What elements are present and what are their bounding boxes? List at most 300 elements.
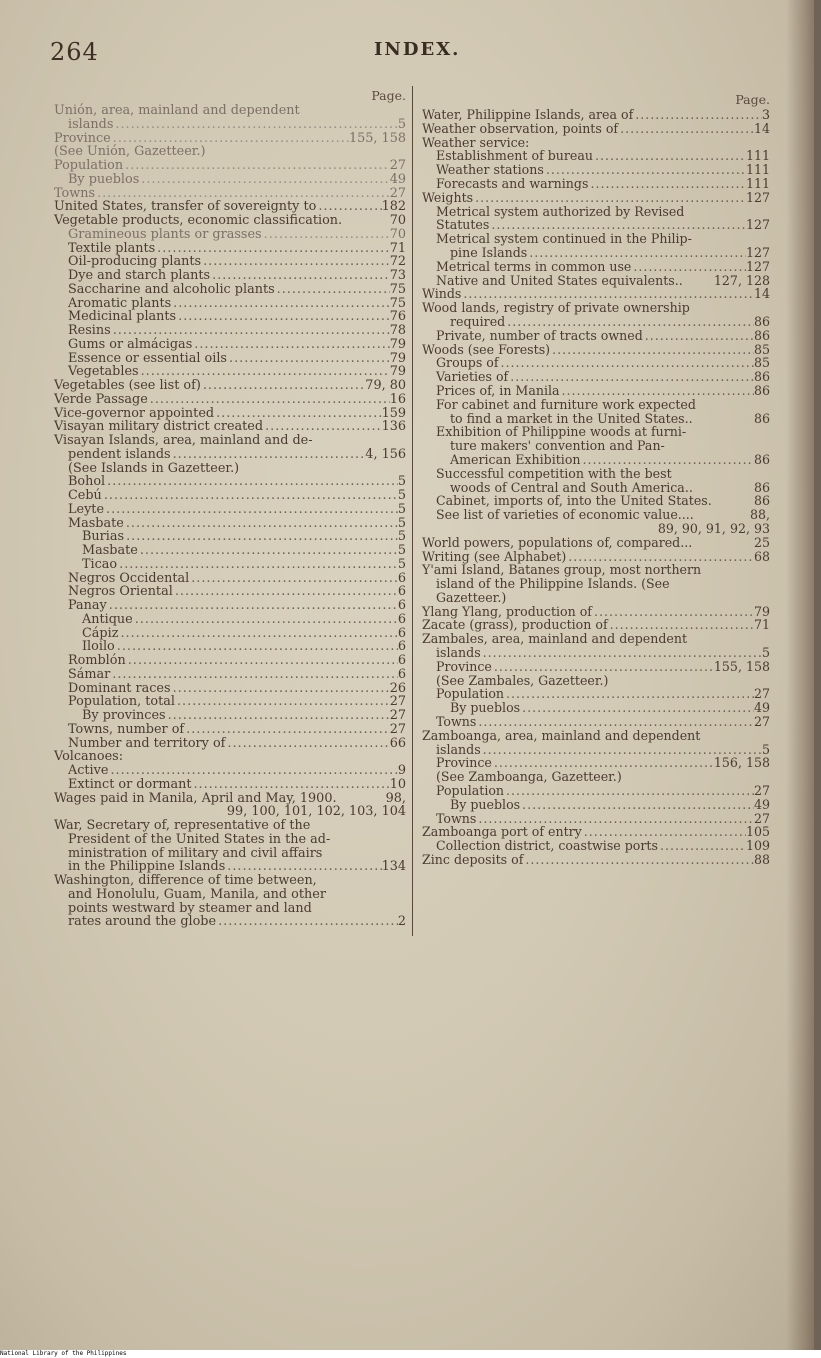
index-entry xyxy=(54,833,406,847)
index-entry xyxy=(54,173,406,187)
index-entry xyxy=(54,462,406,476)
entry-text: Province xyxy=(54,130,111,146)
entry-text: Sámar xyxy=(68,666,111,682)
dot-leader xyxy=(481,743,762,757)
dot-leader xyxy=(173,585,398,599)
index-entry xyxy=(422,632,770,646)
dot-leader xyxy=(593,149,746,163)
dot-leader xyxy=(643,329,754,343)
entry-page-refs: 5 xyxy=(397,529,406,545)
entry-text: Extinct or dormant xyxy=(68,776,192,792)
entry-text: Washington, difference of time between, xyxy=(54,873,317,888)
dot-leader xyxy=(504,687,754,701)
entry-text: Ticao xyxy=(82,556,118,572)
entry-page-refs: 75 xyxy=(389,295,406,311)
index-entry xyxy=(54,682,406,696)
entry-text: Negros Occidental xyxy=(68,570,190,586)
entry-page-refs: 70 xyxy=(389,226,406,242)
dot-leader xyxy=(473,191,746,205)
index-entry xyxy=(54,558,406,572)
entry-page-refs: 2 xyxy=(397,914,406,930)
dot-leader xyxy=(124,517,398,531)
dot-leader xyxy=(107,599,398,613)
dot-leader xyxy=(210,269,390,283)
index-entry xyxy=(422,618,770,632)
index-entry xyxy=(422,687,770,701)
entry-page-refs: 76 xyxy=(389,309,406,325)
entry-text: rates around the globe xyxy=(68,914,217,930)
library-attribution: National Library of the Philippines xyxy=(0,1350,821,1358)
index-entry xyxy=(422,494,770,508)
index-entry xyxy=(54,338,406,352)
dot-leader xyxy=(520,798,754,812)
entry-text: Native and United States equivalents.. xyxy=(436,272,683,288)
entry-text: points westward by steamer and land xyxy=(68,900,312,916)
entry-text: Province xyxy=(436,658,492,674)
entry-text: Vegetables xyxy=(68,364,139,380)
entry-page-refs: 85 xyxy=(753,341,770,357)
entry-text: ture makers' convention and Pan- xyxy=(450,438,665,454)
entry-text: Saccharine and alcoholic plants xyxy=(68,281,275,297)
entry-page-refs: 4, 156 xyxy=(365,446,406,462)
entry-text: Textile plants xyxy=(68,240,156,256)
entry-page-refs: 86 xyxy=(753,327,770,343)
dot-leader xyxy=(123,159,390,173)
dot-leader xyxy=(184,723,390,737)
entry-text: Active xyxy=(68,763,109,778)
entry-text: Dominant races xyxy=(68,680,171,696)
index-entry xyxy=(54,778,406,792)
index-entry xyxy=(422,453,770,467)
index-entry xyxy=(422,591,770,605)
entry-text: Romblón xyxy=(68,653,126,668)
running-head: INDEX. xyxy=(374,39,461,60)
dot-leader xyxy=(520,701,754,715)
index-entry xyxy=(422,536,770,550)
dot-leader xyxy=(139,365,390,379)
index-entry xyxy=(54,530,406,544)
index-entry xyxy=(54,750,406,764)
entry-page-refs: 127 xyxy=(745,244,770,260)
entry-text: Cápiz xyxy=(82,625,119,641)
index-entry xyxy=(54,118,406,132)
index-entry xyxy=(54,572,406,586)
entry-page-refs: 78 xyxy=(389,323,406,338)
dot-leader xyxy=(262,228,390,242)
entry-page-refs: 86 xyxy=(753,313,770,329)
index-entry xyxy=(422,412,770,426)
index-entry xyxy=(54,613,406,627)
entry-text: By pueblos xyxy=(68,171,140,187)
entry-page-refs: 6 xyxy=(397,598,406,613)
entry-text: Winds xyxy=(422,286,462,302)
entry-page-refs: 5 xyxy=(397,488,406,503)
entry-text: Varieties of xyxy=(436,369,509,385)
entry-page-refs: 27 xyxy=(753,714,770,730)
index-entries-right xyxy=(422,108,770,867)
dot-leader xyxy=(191,778,389,792)
entry-page-refs: 26 xyxy=(389,680,406,696)
entry-text: Volcanoes: xyxy=(54,749,124,765)
dot-leader xyxy=(227,352,390,366)
index-entry xyxy=(54,599,406,613)
dot-leader xyxy=(263,420,382,434)
entry-text: Towns xyxy=(54,185,96,201)
index-entry xyxy=(422,329,770,343)
entry-text: President of the United States in the ad- xyxy=(68,831,331,847)
entry-text: Dye and starch plants xyxy=(68,268,211,283)
index-entry xyxy=(422,467,770,481)
index-entry xyxy=(54,888,406,902)
index-entry xyxy=(54,200,406,214)
entry-text: Visayan Islands, area, mainland and de- xyxy=(54,433,313,448)
index-entry xyxy=(422,646,770,660)
index-entry xyxy=(422,481,770,495)
entry-text: Burias xyxy=(82,529,125,545)
entry-page-refs: 134 xyxy=(381,859,406,875)
dot-leader xyxy=(582,825,746,839)
dot-leader xyxy=(189,572,398,586)
index-entry xyxy=(422,287,770,301)
dot-leader xyxy=(631,260,746,274)
entry-text: Oil-producing plants xyxy=(68,254,202,270)
entry-text: For cabinet and furniture work expected xyxy=(436,396,696,412)
entry-page-refs: 27 xyxy=(389,694,406,710)
entry-text: World powers, populations of, compared... xyxy=(422,534,693,550)
index-entry xyxy=(422,770,770,784)
entry-page-refs: 5 xyxy=(761,645,770,661)
index-entry xyxy=(54,228,406,242)
dot-leader xyxy=(505,315,754,329)
dot-leader xyxy=(508,370,754,384)
dot-leader xyxy=(581,453,754,467)
dot-leader xyxy=(117,558,398,572)
index-entry xyxy=(54,324,406,338)
entry-text: See list of varieties of economic value.... xyxy=(436,507,694,523)
entry-text: American Exhibition xyxy=(450,451,581,467)
entry-text: Gramineous plants or grasses xyxy=(68,226,262,242)
dot-leader xyxy=(176,310,390,324)
entry-page-refs: 71 xyxy=(389,240,406,256)
dot-leader xyxy=(115,640,398,654)
index-entry xyxy=(422,853,770,867)
dot-leader xyxy=(544,163,746,177)
index-entry xyxy=(54,407,406,421)
entry-page-refs: 70 xyxy=(389,213,406,228)
entry-text: Iloilo xyxy=(82,639,115,655)
dot-leader xyxy=(118,627,397,641)
index-entry xyxy=(422,425,770,439)
index-entry xyxy=(54,283,406,297)
index-entry xyxy=(54,764,406,778)
index-entry xyxy=(54,379,406,393)
entry-page-refs: 6 xyxy=(397,584,406,600)
entry-text: Collection district, coastwise ports xyxy=(436,838,658,854)
entry-text: Province xyxy=(436,755,492,771)
entry-page-refs: 86 xyxy=(753,493,770,509)
entry-page-refs: 156, 158 xyxy=(713,755,770,771)
dot-leader xyxy=(102,489,398,503)
entry-text: By pueblos xyxy=(450,700,521,716)
entry-text: Private, number of tracts owned xyxy=(436,327,643,343)
entry-text: Resins xyxy=(68,323,111,338)
index-entry xyxy=(54,654,406,668)
index-entry xyxy=(422,674,770,688)
index-entry xyxy=(54,159,406,173)
entry-text: Medicinal plants xyxy=(68,309,177,325)
dot-leader xyxy=(133,613,398,627)
entry-page-refs: 89, 90, 91, 92, 93 xyxy=(657,520,770,536)
entry-page-refs: 27 xyxy=(753,810,770,826)
entry-page-refs: 127 xyxy=(745,189,770,205)
entry-text: Exhibition of Philippine woods at furni- xyxy=(436,424,687,440)
entry-page-refs: 111 xyxy=(745,175,770,191)
entry-text: Number and territory of xyxy=(68,735,226,751)
entry-text: Panay xyxy=(68,598,107,613)
page-number: 264 xyxy=(50,38,99,66)
index-entry xyxy=(54,737,406,751)
index-entry xyxy=(54,145,406,159)
index-entry xyxy=(422,715,770,729)
dot-leader xyxy=(550,343,754,357)
index-entry xyxy=(54,627,406,641)
index-entry xyxy=(422,301,770,315)
entry-text: (See Zambales, Gazetteer.) xyxy=(436,672,609,688)
entry-text: By pueblos xyxy=(450,796,521,812)
index-entry xyxy=(54,310,406,324)
entry-page-refs: 49 xyxy=(753,796,770,812)
entry-page-refs: 75 xyxy=(389,281,406,297)
entry-page-refs: 16 xyxy=(389,391,406,407)
index-entry xyxy=(54,420,406,434)
entry-page-refs: 49 xyxy=(389,171,406,187)
entry-text: Weather service: xyxy=(422,134,530,150)
index-entry xyxy=(54,448,406,462)
index-entry xyxy=(422,343,770,357)
index-entry xyxy=(422,260,770,274)
entry-page-refs: 27 xyxy=(753,686,770,702)
index-entry xyxy=(422,812,770,826)
entry-text: Wages paid in Manila, April and May, 1900. xyxy=(54,790,337,806)
dot-leader xyxy=(225,737,389,751)
entry-page-refs: 136 xyxy=(381,419,406,435)
page-column-label: Page. xyxy=(735,92,770,107)
index-entry xyxy=(422,356,770,370)
index-entry xyxy=(54,132,406,146)
entry-text: Masbate xyxy=(68,515,124,531)
entry-text: Masbate xyxy=(82,543,138,558)
entry-text: islands xyxy=(68,116,114,132)
entry-page-refs: 72 xyxy=(389,254,406,270)
index-entry xyxy=(422,232,770,246)
entry-page-refs: 79, 80 xyxy=(365,378,406,393)
index-entry xyxy=(422,550,770,564)
dot-leader xyxy=(105,475,398,489)
entry-page-refs: 5 xyxy=(397,515,406,531)
entry-text: Gazetteer.) xyxy=(436,589,507,605)
index-entry xyxy=(54,214,406,228)
index-entry xyxy=(422,136,770,150)
entry-page-refs: 5 xyxy=(761,741,770,757)
index-entry xyxy=(54,847,406,861)
entry-text: and Honolulu, Guam, Manila, and other xyxy=(68,886,326,902)
index-entry xyxy=(422,163,770,177)
entry-text: Gums or almácigas xyxy=(68,336,193,352)
entry-page-refs: 73 xyxy=(389,268,406,283)
entry-text: Zacate (grass), production of xyxy=(422,617,608,633)
entry-page-refs: 79 xyxy=(389,364,406,380)
index-column-left xyxy=(54,88,406,929)
entry-page-refs: 6 xyxy=(397,625,406,641)
dot-leader xyxy=(592,605,754,619)
entry-text: (See Unión, Gazetteer.) xyxy=(54,144,206,160)
entry-text: Weather observation, points of xyxy=(422,120,619,136)
entry-page-refs: 6 xyxy=(397,639,406,655)
entry-text: Forecasts and warnings xyxy=(436,175,589,191)
entry-page-refs: 68 xyxy=(753,548,770,564)
dot-leader xyxy=(658,839,746,853)
entry-page-refs: 25 xyxy=(753,534,770,550)
dot-leader xyxy=(476,812,754,826)
entry-text: Population xyxy=(436,686,505,702)
index-entry xyxy=(54,915,406,929)
entry-page-refs: 127 xyxy=(745,217,770,233)
dot-leader xyxy=(560,384,754,398)
entry-page-refs: 159 xyxy=(381,405,406,421)
entry-page-refs: 109 xyxy=(745,838,770,854)
index-entry xyxy=(422,191,770,205)
index-entry xyxy=(422,122,770,136)
entry-text: Cebú xyxy=(68,488,102,503)
dot-leader xyxy=(166,709,390,723)
entry-page-refs: 127, 128 xyxy=(713,272,770,288)
entry-text: (See Islands in Gazetteer.) xyxy=(68,460,240,476)
dot-leader xyxy=(225,860,381,874)
entry-text: required xyxy=(450,313,506,329)
index-entry xyxy=(422,839,770,853)
dot-leader xyxy=(95,187,390,201)
entry-page-refs: 3 xyxy=(761,107,770,122)
entry-page-refs: 6 xyxy=(397,666,406,682)
dot-leader xyxy=(633,108,762,122)
dot-leader xyxy=(504,784,754,798)
dot-leader xyxy=(138,544,398,558)
entry-page-refs: 86 xyxy=(753,369,770,385)
index-entry xyxy=(422,729,770,743)
index-entry xyxy=(422,149,770,163)
entry-text: Leyte xyxy=(68,501,105,517)
entry-text: Ylang Ylang, production of xyxy=(422,603,592,619)
entry-text: Cabinet, imports of, into the United States. xyxy=(436,493,712,509)
dot-leader xyxy=(527,246,746,260)
index-entry-continuation xyxy=(422,522,770,536)
dot-leader xyxy=(108,764,397,778)
entry-text: woods of Central and South America.. xyxy=(450,479,693,495)
dot-leader xyxy=(481,646,762,660)
entry-text: Antique xyxy=(82,611,133,627)
entry-page-refs: 10 xyxy=(389,776,406,792)
index-entry xyxy=(422,508,770,522)
entry-page-refs: 14 xyxy=(753,120,770,136)
index-entry xyxy=(422,660,770,674)
dot-leader xyxy=(113,118,397,132)
index-entry xyxy=(54,709,406,723)
entry-text: pendent islands xyxy=(68,446,171,462)
entry-text: Vice-governor appointed xyxy=(54,405,215,421)
entry-text: Metrical terms in common use xyxy=(436,258,632,274)
dot-leader xyxy=(275,283,390,297)
entry-page-refs: 5 xyxy=(397,501,406,517)
dot-leader xyxy=(461,287,754,301)
dot-leader xyxy=(492,756,714,770)
index-entry xyxy=(422,205,770,219)
dot-leader xyxy=(523,853,754,867)
dot-leader xyxy=(111,132,349,146)
entry-text: Establishment of bureau xyxy=(436,148,593,164)
entry-text: Wood lands, registry of private ownership xyxy=(422,300,690,316)
index-entry xyxy=(422,439,770,453)
dot-leader xyxy=(155,242,390,256)
entry-page-refs: 27 xyxy=(389,158,406,173)
dot-leader xyxy=(618,122,754,136)
dot-leader xyxy=(175,695,390,709)
entry-text: War, Secretary of, representative of the xyxy=(54,818,311,833)
entry-text: Successful competition with the best xyxy=(436,465,672,481)
page-column-label: Page. xyxy=(371,88,406,103)
index-entry xyxy=(422,177,770,191)
dot-leader xyxy=(499,356,754,370)
dot-leader xyxy=(111,324,390,338)
dot-leader xyxy=(216,915,398,929)
dot-leader xyxy=(201,255,390,269)
entry-page-refs: 86 xyxy=(753,479,770,495)
index-entry xyxy=(422,784,770,798)
entry-page-refs: 27 xyxy=(389,708,406,723)
entry-text: Statutes xyxy=(436,217,490,233)
column-divider xyxy=(412,86,413,936)
entry-text: pine Islands xyxy=(450,244,528,260)
dot-leader xyxy=(489,218,746,232)
entry-text: Zambales, area, mainland and dependent xyxy=(422,631,688,647)
entry-text: ministration of military and civil affairs xyxy=(68,845,323,861)
entry-text: Aromatic plants xyxy=(68,295,172,311)
index-entry xyxy=(422,798,770,812)
entry-page-refs: 71 xyxy=(753,617,770,633)
index-entry xyxy=(54,585,406,599)
entry-text: to find a market in the United States.. xyxy=(450,410,693,426)
index-entry xyxy=(422,370,770,384)
entry-text: island of the Philippine Islands. (See xyxy=(436,576,670,592)
index-entry xyxy=(422,701,770,715)
index-entry xyxy=(422,384,770,398)
index-entry xyxy=(54,860,406,874)
entry-page-refs: 155, 158 xyxy=(349,130,406,146)
index-entry xyxy=(54,723,406,737)
entry-text: Towns xyxy=(436,714,477,730)
entry-text: Weather stations xyxy=(436,162,544,178)
dot-leader xyxy=(139,173,389,187)
dot-leader xyxy=(316,200,381,214)
index-entry xyxy=(54,902,406,916)
index-entry xyxy=(422,577,770,591)
entry-page-refs: 105 xyxy=(745,824,770,840)
entry-text: islands xyxy=(436,741,481,757)
entry-page-refs: 27 xyxy=(753,783,770,799)
entry-text: United States, transfer of sovereignty to xyxy=(54,199,317,215)
index-entry xyxy=(54,352,406,366)
entry-page-refs: 127 xyxy=(745,258,770,274)
index-entry xyxy=(54,255,406,269)
